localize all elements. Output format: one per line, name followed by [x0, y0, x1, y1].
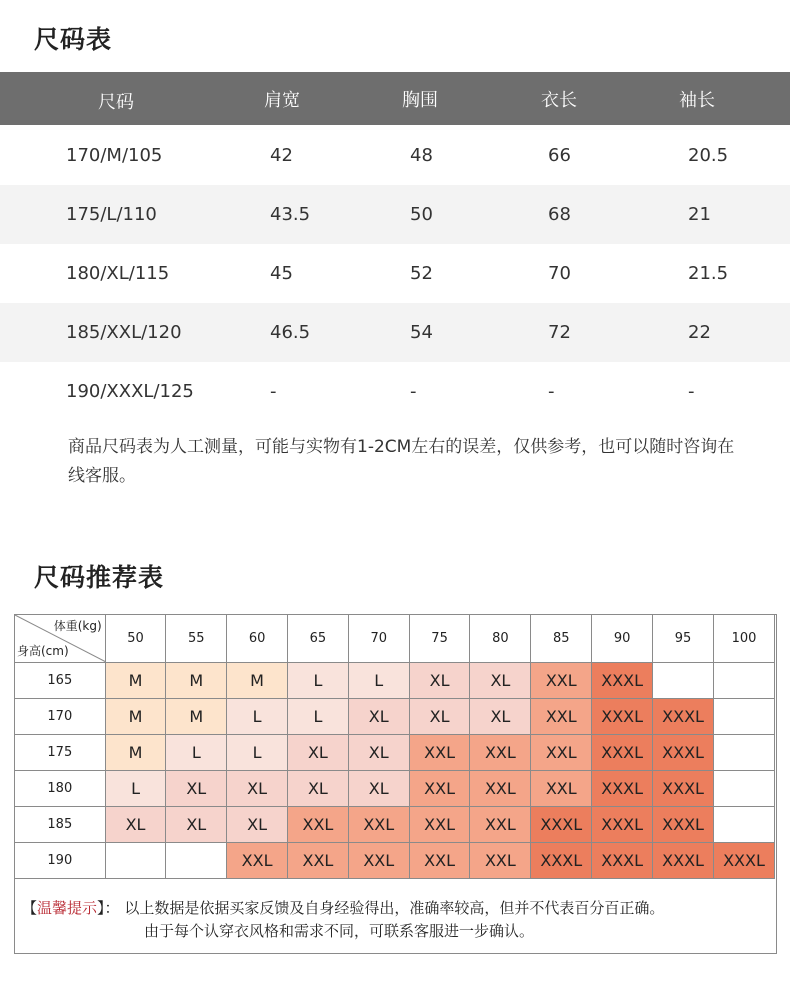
size-cell: XXXL: [531, 807, 592, 843]
size-cell: [713, 807, 774, 843]
size-cell: [713, 699, 774, 735]
size-cell: L: [227, 735, 288, 771]
size-cell: XXXL: [592, 771, 653, 807]
size-cell: [105, 843, 166, 879]
header-chest: 胸围: [402, 90, 438, 111]
height-header-cell: 180: [15, 771, 106, 807]
size-row: [0, 362, 790, 421]
tip-line-2: 由于每个认穿衣风格和需求不同，可联系客服进一步确认。: [144, 922, 535, 940]
weight-header-cell: 100: [713, 615, 774, 663]
cell-length: 68: [548, 204, 571, 225]
cell-chest: 52: [410, 263, 433, 284]
recommend-chart-title: 尺码推荐表: [34, 563, 165, 592]
size-cell: XXL: [470, 843, 531, 879]
size-cell: L: [288, 699, 349, 735]
size-cell: [713, 663, 774, 699]
tip-line-1: 以上数据是依据买家反馈及自身经验得出，准确率较高，但并不代表百分百正确。: [124, 899, 665, 917]
tip-bracket-open: 【: [22, 899, 38, 917]
size-cell: XL: [348, 735, 409, 771]
size-cell: XXXL: [592, 807, 653, 843]
cell-sleeve: 21: [688, 204, 711, 225]
cell-size: 185/XXL/120: [66, 322, 182, 343]
cell-chest: 54: [410, 322, 433, 343]
tip-bracket-close: 】：: [97, 899, 120, 917]
weight-header-cell: 65: [288, 615, 349, 663]
size-cell: XXL: [348, 807, 409, 843]
height-header-cell: 190: [15, 843, 106, 879]
size-cell: L: [348, 663, 409, 699]
size-cell: XL: [348, 771, 409, 807]
size-cell: XXL: [348, 843, 409, 879]
cell-size: 180/XL/115: [66, 263, 170, 284]
size-cell: XL: [288, 771, 349, 807]
size-cell: XXXL: [592, 843, 653, 879]
size-cell: XXXL: [653, 735, 714, 771]
size-cell: L: [105, 771, 166, 807]
size-row: [0, 185, 790, 244]
cell-sleeve: 22: [688, 322, 711, 343]
cell-chest: 50: [410, 204, 433, 225]
cell-size: 170/M/105: [66, 145, 163, 166]
size-cell: [713, 771, 774, 807]
size-cell: [653, 663, 714, 699]
size-cell: XXXL: [713, 843, 774, 879]
cell-sleeve: 21.5: [688, 263, 729, 284]
height-header-cell: 170: [15, 699, 106, 735]
size-cell: XXL: [409, 771, 470, 807]
size-cell: XL: [409, 699, 470, 735]
size-cell: XL: [470, 663, 531, 699]
cell-shoulder: 43.5: [270, 204, 311, 225]
size-row: [0, 303, 790, 362]
size-cell: M: [227, 663, 288, 699]
corner-cell: [15, 615, 106, 663]
recommend-row: [15, 663, 775, 699]
size-cell: XXL: [531, 735, 592, 771]
size-cell: XXXL: [592, 699, 653, 735]
size-cell: XL: [227, 771, 288, 807]
cell-chest: 48: [410, 145, 433, 166]
size-cell: M: [105, 735, 166, 771]
header-shoulder: 肩宽: [264, 90, 300, 111]
size-cell: XL: [470, 699, 531, 735]
size-chart-title: 尺码表: [34, 25, 113, 54]
weight-header-cell: 50: [105, 615, 166, 663]
size-cell: M: [105, 699, 166, 735]
header-size: 尺码: [98, 92, 134, 113]
size-cell: M: [166, 663, 227, 699]
weight-header-row: [15, 615, 775, 663]
tip-label: 温馨提示: [37, 899, 98, 917]
size-cell: XL: [409, 663, 470, 699]
cell-shoulder: -: [270, 381, 277, 402]
recommend-row: [15, 807, 775, 843]
recommend-row: [15, 735, 775, 771]
recommend-row: [15, 843, 775, 879]
cell-length: -: [548, 381, 555, 402]
weight-header-cell: 75: [409, 615, 470, 663]
size-cell: XL: [166, 771, 227, 807]
cell-sleeve: 20.5: [688, 145, 729, 166]
height-axis-label: 身高(cm): [17, 644, 69, 658]
size-cell: XXL: [470, 771, 531, 807]
cell-sleeve: -: [688, 381, 695, 402]
size-cell: L: [227, 699, 288, 735]
cell-chest: -: [410, 381, 417, 402]
cell-shoulder: 46.5: [270, 322, 311, 343]
size-cell: XXL: [531, 663, 592, 699]
size-cell: L: [288, 663, 349, 699]
weight-header-cell: 90: [592, 615, 653, 663]
size-cell: L: [166, 735, 227, 771]
size-cell: XXL: [288, 807, 349, 843]
tip-text: [22, 897, 772, 943]
weight-header-cell: 80: [470, 615, 531, 663]
cell-length: 66: [548, 145, 571, 166]
size-cell: XXL: [409, 807, 470, 843]
recommend-table-frame: [14, 614, 777, 954]
size-cell: XXL: [288, 843, 349, 879]
size-cell: XXL: [470, 735, 531, 771]
size-cell: XXXL: [653, 843, 714, 879]
size-cell: XXXL: [592, 663, 653, 699]
recommend-row: [15, 699, 775, 735]
size-cell: [713, 735, 774, 771]
size-row: [0, 244, 790, 303]
weight-header-cell: 60: [227, 615, 288, 663]
size-cell: XXL: [531, 771, 592, 807]
size-cell: [166, 843, 227, 879]
recommend-table: [14, 614, 775, 879]
size-cell: XXXL: [653, 771, 714, 807]
size-cell: M: [166, 699, 227, 735]
height-header-cell: 165: [15, 663, 106, 699]
size-cell: XL: [348, 699, 409, 735]
size-cell: XL: [166, 807, 227, 843]
size-cell: XXL: [531, 699, 592, 735]
size-cell: XXL: [227, 843, 288, 879]
height-header-cell: 175: [15, 735, 106, 771]
weight-header-cell: 95: [653, 615, 714, 663]
header-length: 衣长: [541, 90, 577, 111]
size-chart-header: [0, 72, 790, 125]
size-cell: XL: [105, 807, 166, 843]
cell-length: 70: [548, 263, 571, 284]
size-cell: M: [105, 663, 166, 699]
header-sleeve: 袖长: [679, 90, 715, 111]
weight-header-cell: 55: [166, 615, 227, 663]
cell-shoulder: 42: [270, 145, 293, 166]
height-header-cell: 185: [15, 807, 106, 843]
weight-header-cell: 70: [348, 615, 409, 663]
cell-size: 190/XXXL/125: [66, 381, 194, 402]
size-row: [0, 126, 790, 185]
size-cell: XXXL: [592, 735, 653, 771]
weight-axis-label: 体重(kg): [53, 619, 102, 633]
cell-size: 175/L/110: [66, 204, 157, 225]
size-cell: XXXL: [653, 807, 714, 843]
recommend-row: [15, 771, 775, 807]
size-cell: XXXL: [531, 843, 592, 879]
cell-length: 72: [548, 322, 571, 343]
size-cell: XXL: [470, 807, 531, 843]
size-cell: XXL: [409, 735, 470, 771]
size-cell: XXXL: [653, 699, 714, 735]
size-cell: XL: [288, 735, 349, 771]
size-cell: XL: [227, 807, 288, 843]
cell-shoulder: 45: [270, 263, 293, 284]
size-cell: XXL: [409, 843, 470, 879]
weight-header-cell: 85: [531, 615, 592, 663]
measurement-note: 商品尺码表为人工测量，可能与实物有1-2CM左右的误差，仅供参考，也可以随时咨询在线客服。: [68, 437, 735, 486]
